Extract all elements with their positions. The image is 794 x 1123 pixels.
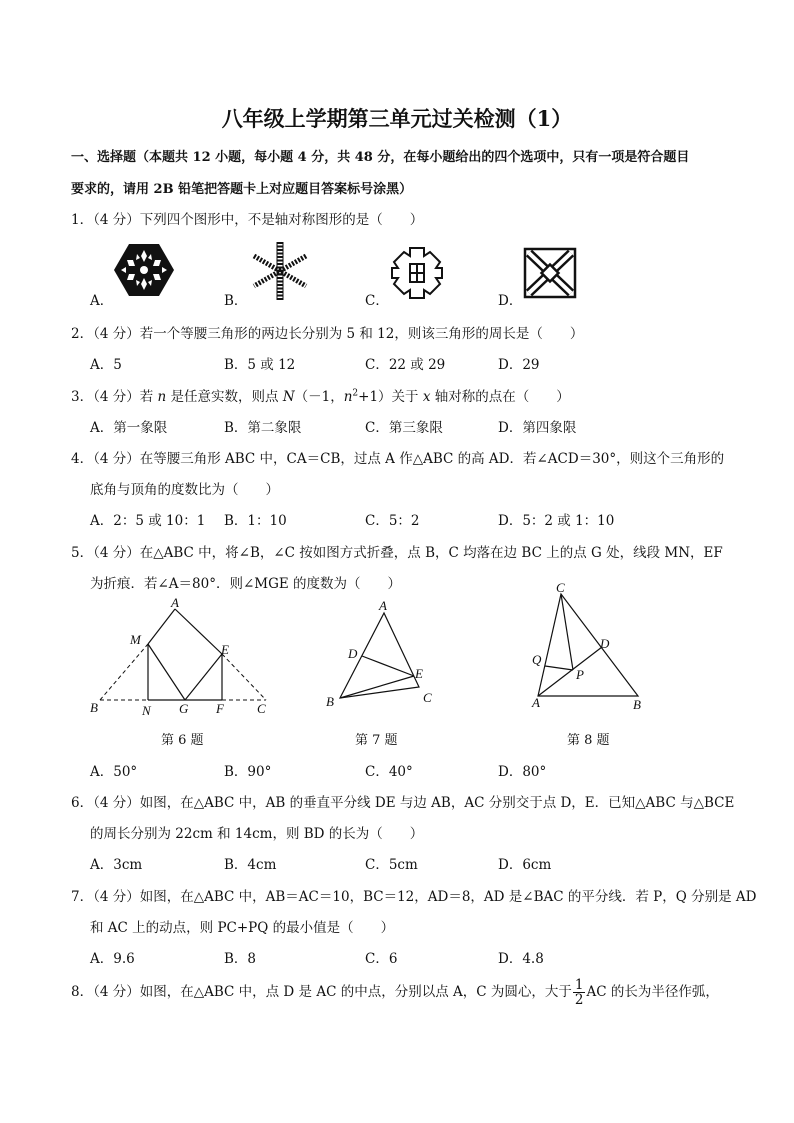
q7-option-a: A．9.6 — [90, 951, 135, 967]
fig8-label-c: C — [556, 580, 565, 595]
question-8-line1: 8．（4 分）如图，在△ABC 中，点 D 是 AC 的中点，分别以点 A，C 为圆心，大于 $\frac{1}{2}$ AC 的长为半径作弧， — [71, 977, 719, 1008]
q3-option-b: B．第二象限 — [224, 420, 302, 436]
q1-option-c-label: C． — [365, 293, 389, 309]
q1-option-a-label: A． — [90, 293, 114, 309]
fig6-label-e: E — [221, 642, 229, 657]
q3-option-a: A．第一象限 — [90, 420, 168, 436]
fig6-label-b: B — [90, 700, 98, 715]
fig7-label-a: A — [379, 598, 387, 613]
q2-option-b: B．5 或 12 — [224, 357, 296, 373]
fig6-label-a: A — [171, 595, 179, 610]
q3-option-c: C．第三象限 — [365, 420, 443, 436]
section-heading-line2: 要求的，请用 2B 铅笔把答题卡上对应题目答案标号涂黑） — [71, 182, 413, 197]
q3-option-d: D．第四象限 — [498, 420, 577, 436]
fig6-label-m: M — [130, 632, 141, 647]
q7-option-d: D．4.8 — [498, 951, 544, 967]
q6-option-a: A．3cm — [90, 857, 143, 873]
fig8-label-d: D — [600, 636, 610, 651]
q7-option-c: C．6 — [365, 951, 398, 967]
question-3-stem: 3．（4 分）若 n 是任意实数，则点 N（－1，$n^2+1$）关于 x 轴对称的点在（ ） — [71, 388, 570, 405]
fig7-label-e: E — [415, 666, 423, 681]
q4-option-a: A．2：5 或 10：1 — [90, 513, 206, 529]
figure-8-caption: 第 8 题 — [567, 733, 610, 748]
x-knot-figure — [523, 247, 577, 299]
question-6-line1: 6．（4 分）如图，在△ABC 中，AB 的垂直平分线 DE 与边 AB，AC 分别交于点 D，E．已知△ABC 与△BCE — [71, 795, 735, 811]
q5-option-c: C．40° — [365, 764, 413, 780]
cross-pattern-figure — [390, 246, 444, 300]
section-heading-line1: 一、选择题（本题共 12 小题，每小题 4 分，共 48 分，在每小题给出的四个选项中，只有一项是符合题目 — [71, 150, 690, 165]
q2-option-d: D．29 — [498, 357, 540, 373]
q4-option-b: B．1：10 — [224, 513, 287, 529]
q4-option-d: D．5：2 或 1：10 — [498, 513, 615, 529]
fig8-label-p: P — [576, 667, 584, 682]
question-7-line2: 和 AC 上的动点，则 PC+PQ 的最小值是（ ） — [90, 920, 395, 936]
question-2-stem: 2．（4 分）若一个等腰三角形的两边长分别为 5 和 12，则该三角形的周长是（ ） — [71, 326, 584, 342]
figure-6-caption: 第 6 题 — [161, 733, 204, 748]
question-5-line1: 5．（4 分）在△ABC 中，将∠B，∠C 按如图方式折叠，点 B，C 均落在边 BC 上的点 G 处，线段 MN，EF — [71, 545, 723, 561]
fig7-label-d: D — [348, 646, 358, 661]
question-6-line2: 的周长分别为 22cm 和 14cm，则 BD 的长为（ ） — [90, 826, 424, 842]
question-5-line2: 为折痕．若∠A＝80°．则∠MGE 的度数为（ ） — [90, 576, 402, 592]
question-4-line1: 4．（4 分）在等腰三角形 ABC 中，CA＝CB，过点 A 作△ABC 的高 AD．若∠ACD＝30°，则这个三角形的 — [71, 451, 725, 467]
fig6-label-c: C — [257, 701, 266, 716]
page-title: 八年级上学期第三单元过关检测（1） — [221, 106, 573, 131]
fig7-label-b: B — [326, 694, 334, 709]
q1-option-b-label: B． — [224, 293, 248, 309]
fig6-label-n: N — [142, 703, 151, 718]
fig6-label-f: F — [216, 701, 224, 716]
ladder-star-figure — [250, 240, 310, 302]
fig8-label-q: Q — [532, 652, 542, 667]
q5-option-b: B．90° — [224, 764, 272, 780]
q6-option-c: C．5cm — [365, 857, 418, 873]
question-4-line2: 底角与顶角的度数比为（ ） — [90, 482, 279, 498]
question-7-line1: 7．（4 分）如图，在△ABC 中，AB＝AC＝10，BC＝12，AD＝8，AD 是∠BAC 的平分线．若 P，Q 分别是 AD — [71, 889, 757, 905]
q5-option-d: D．80° — [498, 764, 547, 780]
q1-option-d-label: D． — [498, 293, 523, 309]
figure-7-caption: 第 7 题 — [355, 733, 398, 748]
fig8-label-b: B — [633, 697, 641, 712]
figure-8-triangle — [526, 582, 654, 714]
q7-option-b: B．8 — [224, 951, 257, 967]
question-1-stem: 1．（4 分）下列四个图形中，不是轴对称图形的是（ ） — [71, 212, 424, 228]
fraction-one-half: $\frac{1}{2}$ — [574, 977, 584, 1008]
q2-option-c: C．22 或 29 — [365, 357, 446, 373]
q2-option-a: A．5 — [90, 357, 122, 373]
q4-option-c: C．5：2 — [365, 513, 420, 529]
figure-7-triangle — [322, 596, 442, 714]
q6-option-d: D．6cm — [498, 857, 552, 873]
figure-6-fold-triangle — [90, 596, 280, 721]
snowflake-hexagon-figure — [113, 242, 175, 298]
q5-option-a: A．50° — [90, 764, 138, 780]
fig8-label-a: A — [532, 695, 540, 710]
fig7-label-c: C — [423, 690, 432, 705]
q6-option-b: B．4cm — [224, 857, 277, 873]
fig6-label-g: G — [179, 701, 189, 716]
